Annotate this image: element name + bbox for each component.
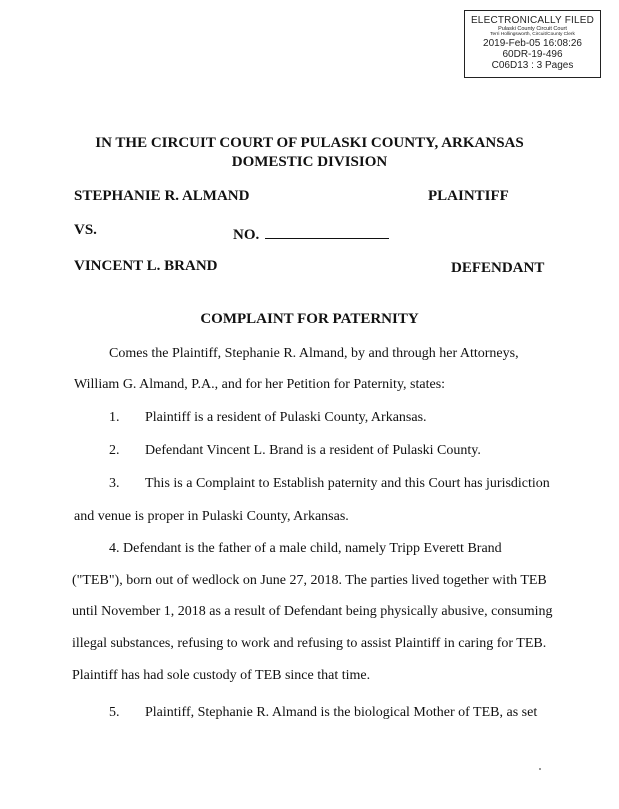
plaintiff-name: STEPHANIE R. ALMAND [74,188,250,204]
stamp-case-number: 60DR-19-496 [502,49,563,60]
paragraph-5-line-1: Plaintiff, Stephanie R. Almand is the biological Mother of TEB, as set [145,705,538,720]
paragraph-4-line-3: until November 1, 2018 as a result of Defendant being physically abusive, consuming [72,604,553,619]
plaintiff-label: PLAINTIFF [428,188,509,204]
case-number-blank-line [265,224,389,239]
paragraph-1-number: 1. [109,410,120,425]
paragraph-2-number: 2. [109,443,120,458]
court-heading-line2: DOMESTIC DIVISION [231,154,388,170]
paragraph-1-text: Plaintiff is a resident of Pulaski County, Arkansas. [145,410,427,425]
paragraph-2-text: Defendant Vincent L. Brand is a resident of Pulaski County. [145,443,481,458]
intro-line-1: Comes the Plaintiff, Stephanie R. Almand, by and through her Attorneys, [109,346,519,361]
defendant-name: VINCENT L. BRAND [74,258,218,274]
paragraph-4-line-2: ("TEB"), born out of wedlock on June 27, 2018. The parties lived together with TEB [72,573,547,588]
paragraph-3-line-2: and venue is proper in Pulaski County, Arkansas. [74,509,349,524]
versus-label: VS. [74,222,97,238]
scan-speck [539,768,541,770]
stamp-pages: C06D13 : 3 Pages [491,60,574,71]
stamp-clerk: Terri Hollingsworth, Circuit/County Clerk [490,32,575,37]
intro-line-2: William G. Almand, P.A., and for her Petition for Paternity, states: [74,377,446,392]
defendant-label: DEFENDANT [451,260,545,276]
paragraph-3-line-1: This is a Complaint to Establish paternity and this Court has jurisdiction [145,476,550,491]
case-number-field [233,224,389,244]
stamp-title: ELECTRONICALLY FILED [470,15,595,26]
paragraph-4-line-4: illegal substances, refusing to work and refusing to assist Plaintiff in caring for TEB. [72,636,547,651]
stamp-court: Pulaski County Circuit Court [498,26,567,32]
court-heading-line1: IN THE CIRCUIT COURT OF PULASKI COUNTY, ARKANSAS [95,135,524,151]
stamp-datetime: 2019-Feb-05 16:08:26 [483,38,582,49]
paragraph-5-number: 5. [109,705,120,720]
case-number-label: NO. [233,227,260,243]
electronic-filing-stamp [464,10,601,78]
paragraph-4-line-5: Plaintiff has had sole custody of TEB since that time. [72,668,371,683]
paragraph-3-number: 3. [109,476,120,491]
document-title: COMPLAINT FOR PATERNITY [200,311,419,327]
paragraph-4-line-1: 4. Defendant is the father of a male child, namely Tripp Everett Brand [109,541,502,556]
